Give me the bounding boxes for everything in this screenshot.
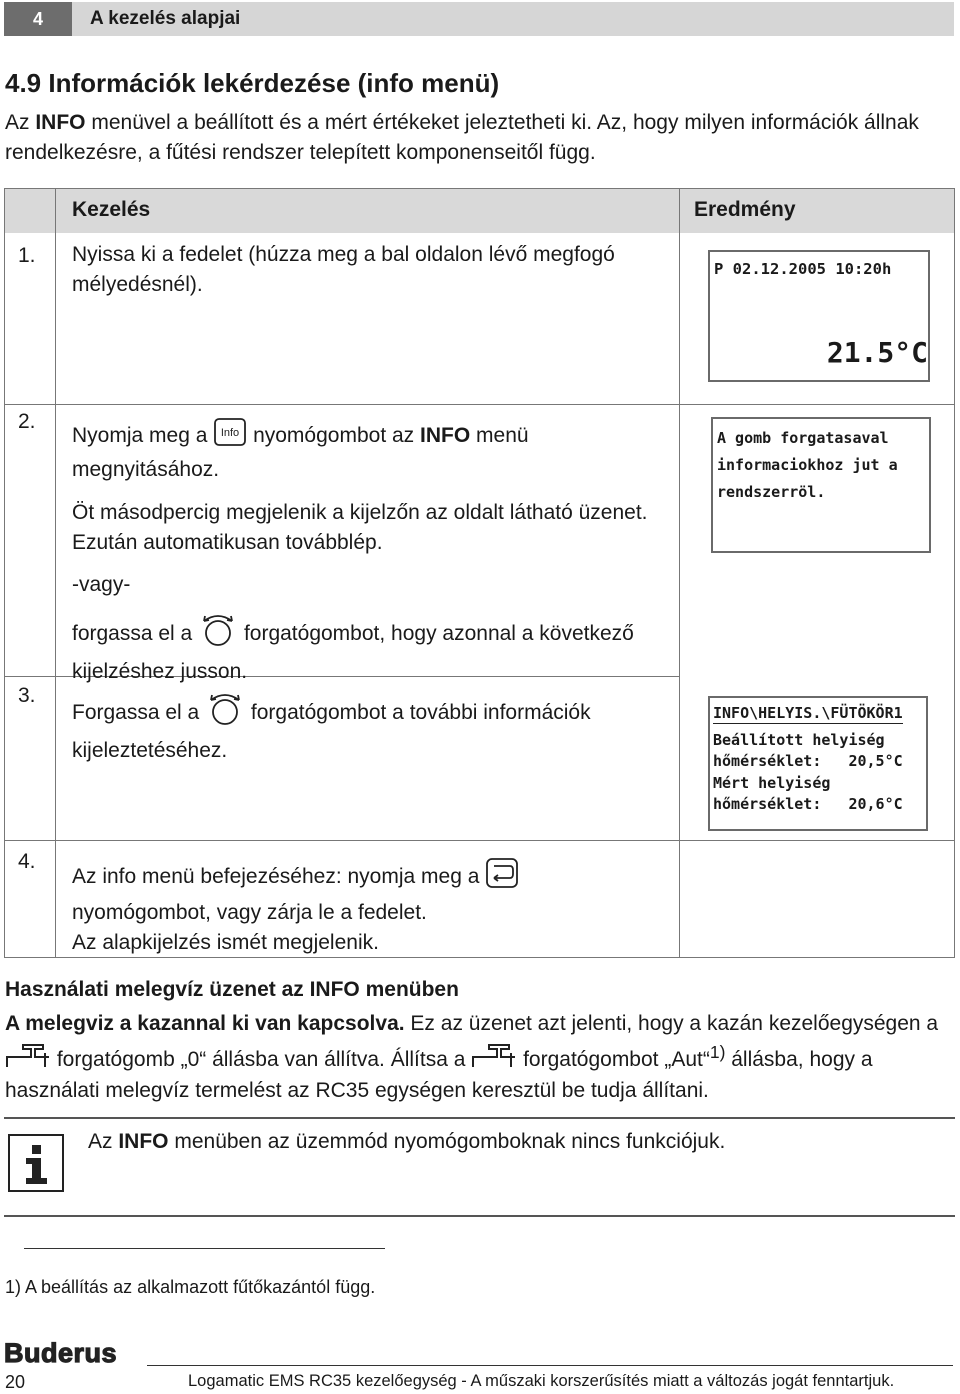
step-text-part: nyomógombot az <box>253 424 421 448</box>
step-text-part: Az alapkijelzés ismét megjelenik. <box>72 931 379 954</box>
step-number: 3. <box>18 684 36 707</box>
hot-water-title: Használati melegvíz üzenet az INFO menüben <box>5 978 459 1001</box>
intro-text-rest: menüvel a beállított és a mért értékeket jeleztetheti ki. Az, hogy milyen információk állnak rendelkezésre, a fűtési rendszer telepített komponenseitől függ. <box>5 111 919 164</box>
table-border <box>4 188 955 189</box>
step-number: 2. <box>18 410 36 433</box>
step-text-part: Forgassa el a <box>72 701 200 725</box>
tap-icon <box>471 1043 517 1077</box>
info-note-icon <box>8 1134 64 1192</box>
info-button-label: Info <box>221 427 240 439</box>
section-title: 4.9 Információk lekérdezése (info menü) <box>5 68 500 98</box>
step-text-part: forgassa el a <box>72 622 193 646</box>
hot-water-text: forgatógombot „Aut“ <box>523 1048 710 1071</box>
hot-water-bold: A melegviz a kazannal ki van kapcsolva. <box>5 1012 405 1035</box>
footnote: 1) A beállítás az alkalmazott fűtőkazántól függ. <box>5 1277 376 1297</box>
table-divider <box>55 188 56 958</box>
table-row-divider <box>4 404 955 405</box>
chapter-header <box>4 2 954 36</box>
tap-icon <box>5 1043 51 1077</box>
step-text-part: forgatógombot, hogy azonnal a következő kijelzéshez jusson. <box>72 622 634 683</box>
step-text <box>72 418 672 687</box>
lcd-display-room-temp <box>708 696 928 831</box>
footer-divider <box>147 1365 953 1366</box>
note-text: menüben az üzemmód nyomógomboknak nincs funkciójuk. <box>168 1130 726 1153</box>
step-text <box>72 691 672 766</box>
step-text-part: forgatógombot a további információk kijeleztetéséhez. <box>72 701 591 762</box>
step-text-or: -vagy- <box>72 573 131 596</box>
chapter-number: 4 <box>4 2 72 36</box>
note-bold: INFO <box>118 1130 169 1153</box>
table-border <box>4 188 5 958</box>
step-text: Nyissa ki a fedelet (húzza meg a bal oldalon lévő megfogó mélyedésnél). <box>72 243 615 296</box>
intro-bold: INFO <box>35 111 86 134</box>
table-row-divider <box>4 676 55 677</box>
chapter-title: A kezelés alapjai <box>90 8 241 29</box>
hot-water-text: állásba, hogy a használati melegvíz termelést az RC35 egységen keresztül be tudja állítani. <box>5 1048 873 1103</box>
step-text <box>72 857 672 958</box>
lcd-line: hőmérséklet: 20,5°C <box>713 752 903 770</box>
step-text-part: menü megnyitásához. <box>72 424 529 481</box>
footer-text: Logamatic EMS RC35 kezelőegység - A műszaki korszerűsítés miatt a változás jogát fenntartjuk. <box>188 1372 895 1390</box>
footnote-separator <box>24 1248 385 1249</box>
lcd-menu-path: INFO\HELYIS.\FÜTÖKÖR1 <box>713 704 903 722</box>
step-number: 4. <box>18 850 36 873</box>
step-text-bold: INFO <box>420 424 471 448</box>
lcd-line: Mért helyiség <box>713 774 831 792</box>
operation-table <box>4 188 955 958</box>
lcd-display-info-message <box>711 417 931 553</box>
lcd-temperature: 21.5°C <box>826 336 928 369</box>
section-intro <box>5 108 950 168</box>
hot-water-text: Ez az üzenet azt jelenti, hogy a kazán kezelőegységen a <box>404 1012 939 1035</box>
note-divider <box>4 1215 955 1217</box>
lcd-status-line: P 02.12.2005 10:20h <box>714 260 892 278</box>
info-button-icon <box>213 418 247 455</box>
note-text: Az <box>88 1130 119 1153</box>
step-text-part: Nyomja meg a <box>72 424 208 448</box>
brand-logo: Buderus <box>4 1338 118 1368</box>
lcd-line: informaciokhoz jut a <box>717 456 898 474</box>
hot-water-paragraph <box>5 1010 955 1105</box>
lcd-line: hőmérséklet: 20,6°C <box>713 795 903 813</box>
footnote-ref: 1) <box>709 1042 726 1062</box>
rotary-knob-icon <box>205 691 245 736</box>
column-header-result: Eredmény <box>694 198 796 221</box>
lcd-line: A gomb forgatasaval <box>717 429 889 447</box>
back-button-icon <box>485 857 519 898</box>
info-note-text <box>88 1130 725 1154</box>
column-header-action: Kezelés <box>72 198 151 221</box>
rotary-knob-icon <box>198 612 238 657</box>
table-divider <box>679 188 680 958</box>
step-text-detail: Öt másodpercig megjelenik a kijelzőn az oldalt látható üzenet. Ezután automatikusan továbblép. <box>72 501 648 554</box>
lcd-line: rendszerröl. <box>717 483 826 501</box>
lcd-line: Beállított helyiség <box>713 731 885 749</box>
hot-water-text: forgatógomb „0“ állásba van állítva. Állítsa a <box>56 1048 466 1071</box>
step-number: 1. <box>18 244 36 267</box>
note-divider <box>4 1117 955 1119</box>
step-text-part: nyomógombot, vagy zárja le a fedelet. <box>72 901 427 924</box>
page-number: 20 <box>5 1372 26 1392</box>
step-text-part: Az info menü befejezéséhez: nyomja meg a <box>72 865 480 889</box>
lcd-display-basic <box>708 250 930 382</box>
table-border <box>954 188 955 958</box>
table-row-divider <box>4 840 955 841</box>
intro-text: Az <box>5 111 36 134</box>
